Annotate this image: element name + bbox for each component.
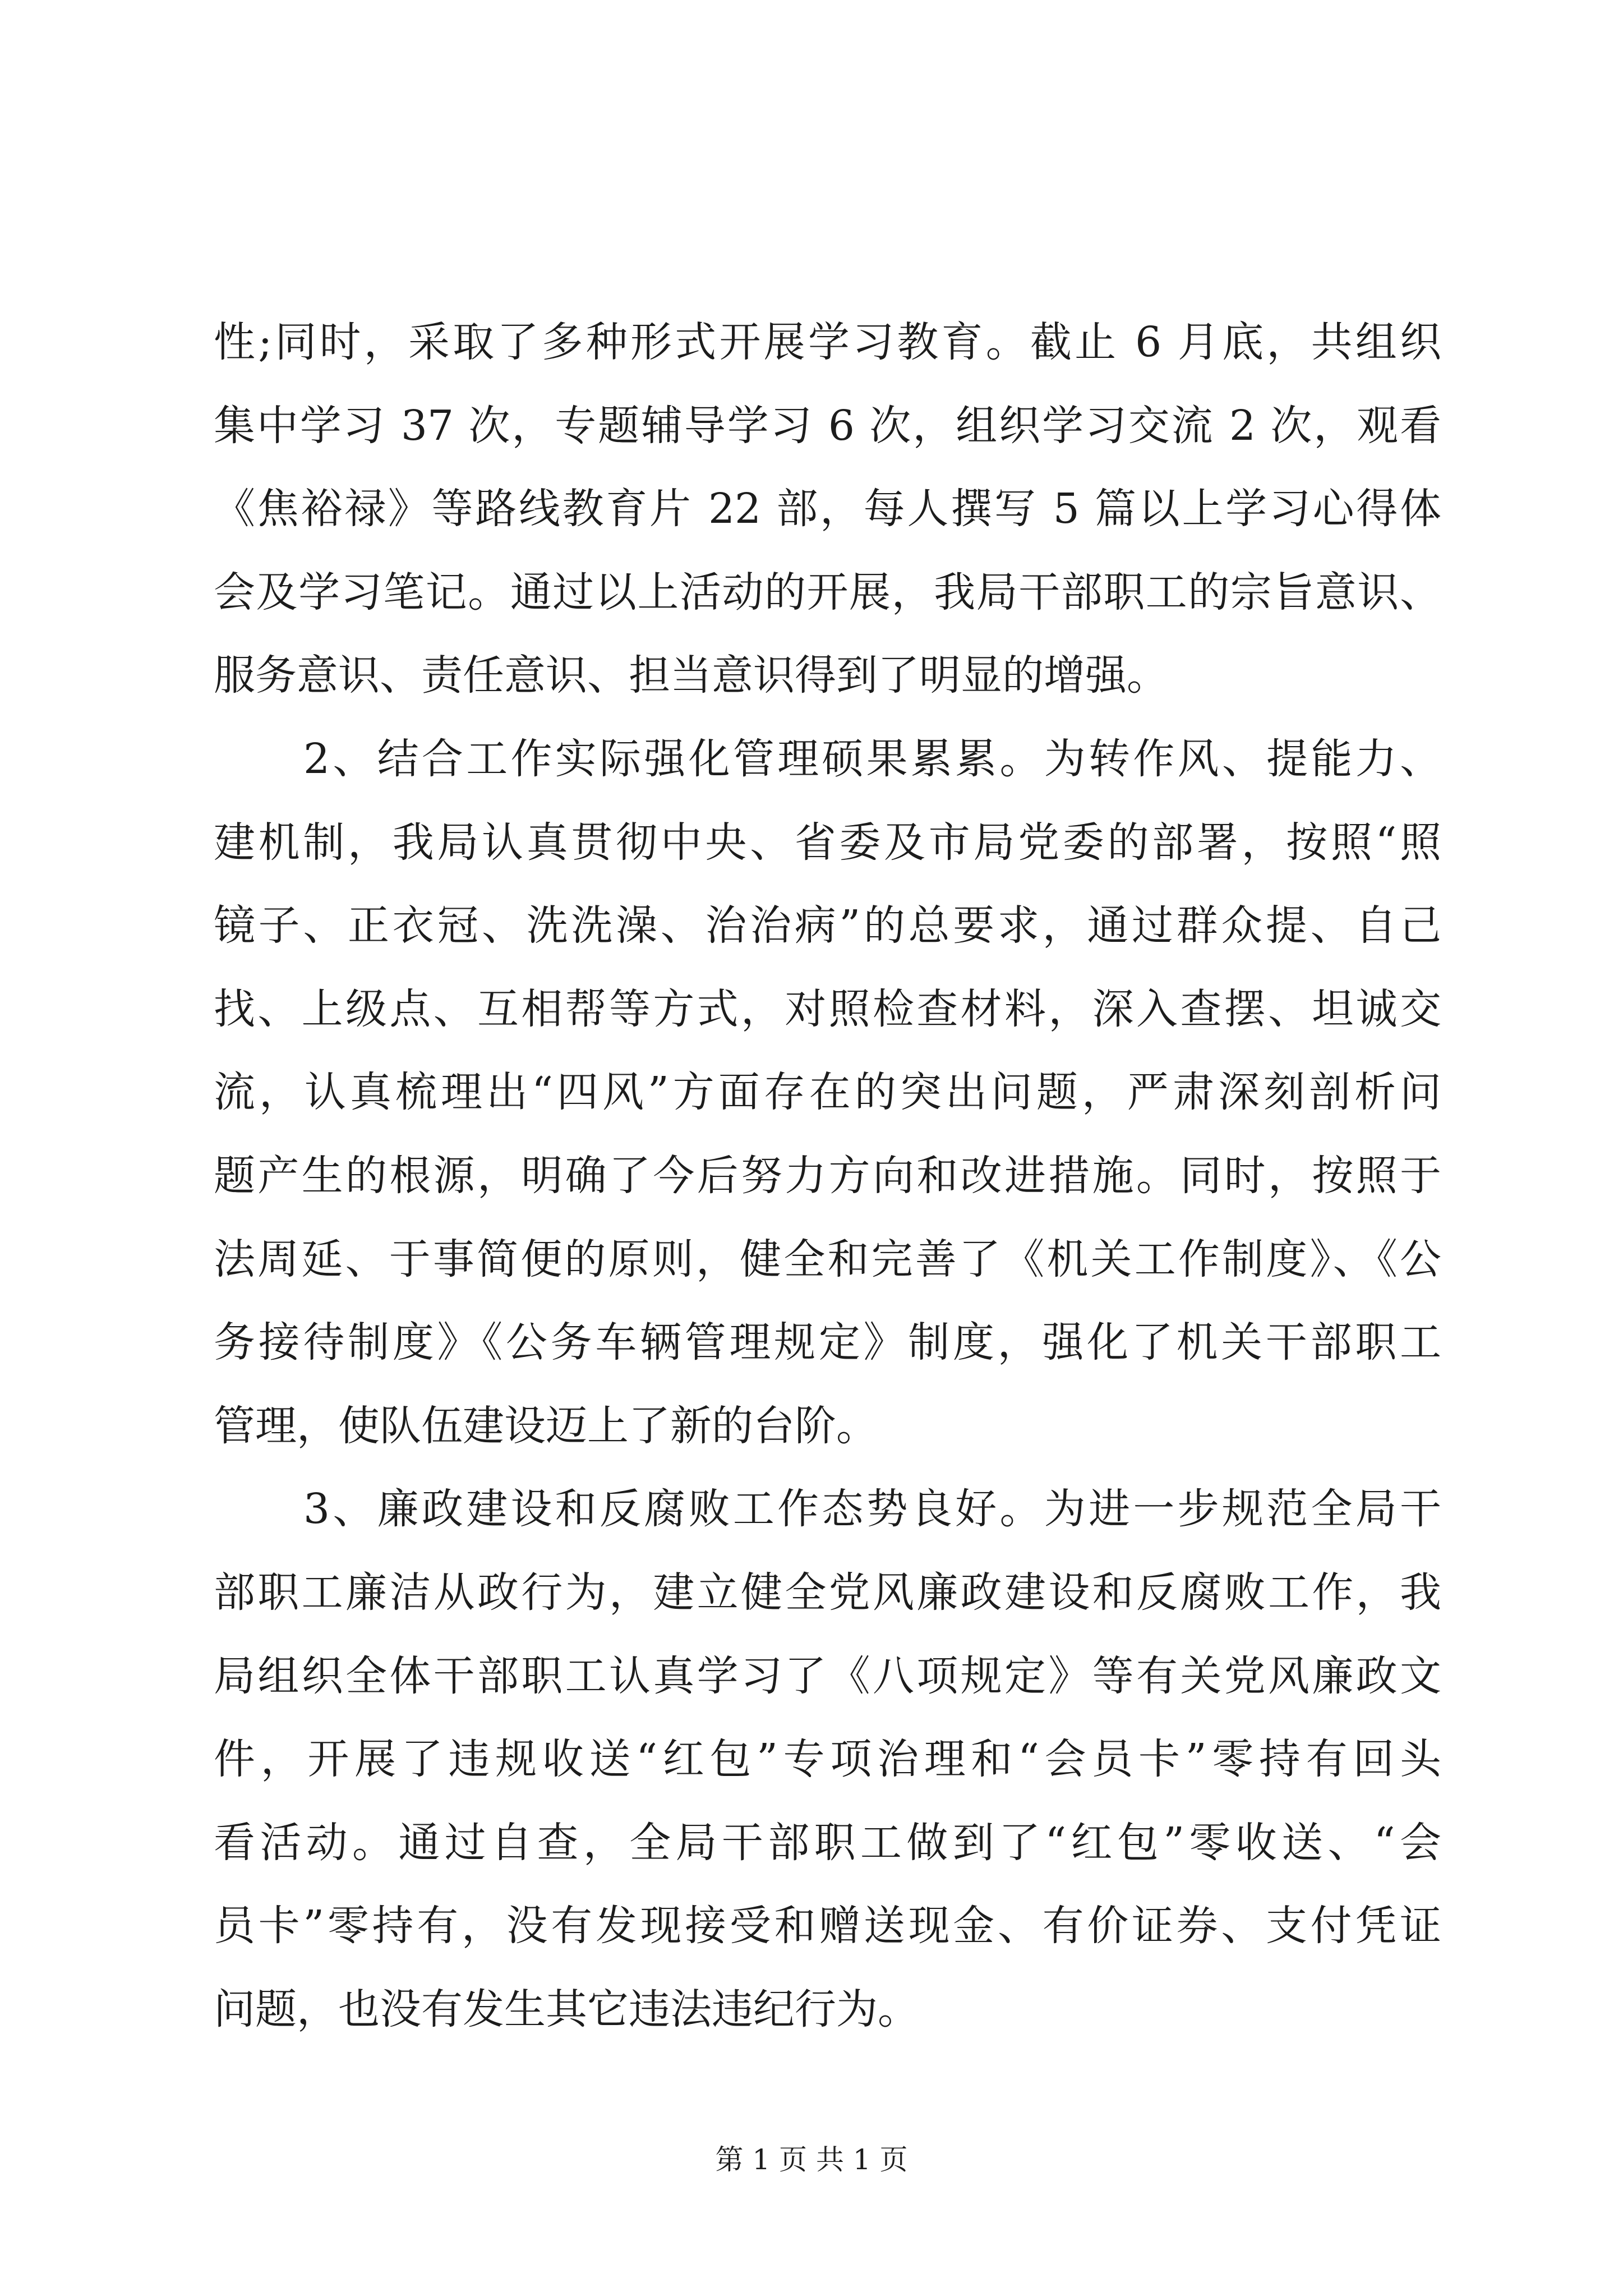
text-line: 法周延、于事简便的原则，健全和完善了《机关工作制度》、《公 — [214, 1235, 1441, 1283]
paragraph-1 — [214, 301, 1441, 717]
page-number: 第 1 页 共 1 页 — [715, 2143, 908, 2176]
paragraph-2 — [214, 717, 1441, 1467]
text-line: 局组织全体干部职工认真学习了《八项规定》等有关党风廉政文 — [214, 1651, 1441, 1700]
text-line: 2、结合工作实际强化管理硕果累累。为转作风、提能力、 — [303, 734, 1441, 783]
text-line: 3、廉政建设和反腐败工作态势良好。为进一步规范全局干 — [303, 1485, 1441, 1534]
text-line: 部职工廉洁从政行为，建立健全党风廉政建设和反腐败工作，我 — [214, 1568, 1441, 1617]
text-line: 性;同时，采取了多种形式开展学习教育。截止 6 月底，共组织 — [214, 318, 1441, 366]
text-line: 镜子、正衣冠、洗洗澡、治治病”的总要求，通过群众提、自己 — [214, 901, 1441, 950]
paragraph-3 — [214, 1467, 1441, 2051]
document-body — [214, 301, 1441, 2051]
text-line: 看活动。通过自查，全局干部职工做到了“红包”零收送、“会 — [214, 1818, 1441, 1867]
text-line: 务接待制度》《公务车辆管理规定》制度，强化了机关干部职工 — [214, 1318, 1441, 1367]
text-line: 建机制，我局认真贯彻中央、省委及市局党委的部署，按照“照 — [214, 818, 1441, 867]
text-line: 服务意识、责任意识、担当意识得到了明显的增强。 — [214, 651, 1168, 700]
text-line: 问题，也没有发生其它违法违纪行为。 — [214, 1985, 919, 2033]
text-line: 管理，使队伍建设迈上了新的台阶。 — [214, 1401, 878, 1450]
text-line: 会及学习笔记。通过以上活动的开展，我局干部职工的宗旨意识、 — [214, 568, 1441, 616]
text-line: 集中学习 37 次，专题辅导学习 6 次，组织学习交流 2 次，观看 — [214, 401, 1441, 450]
text-line: 件，开展了违规收送“红包”专项治理和“会员卡”零持有回头 — [214, 1735, 1441, 1784]
text-line: 流，认真梳理出“四风”方面存在的突出问题，严肃深刻剖析问 — [214, 1068, 1441, 1117]
text-line: 找、上级点、互相帮等方式，对照检查材料，深入查摆、坦诚交 — [214, 984, 1441, 1033]
page-footer — [0, 2140, 1623, 2179]
text-line: 《焦裕禄》等路线教育片 22 部，每人撰写 5 篇以上学习心得体 — [214, 485, 1441, 533]
text-line: 员卡”零持有，没有发现接受和赠送现金、有价证券、支付凭证 — [214, 1902, 1441, 1950]
text-line: 题产生的根源，明确了今后努力方向和改进措施。同时，按照于 — [214, 1151, 1441, 1200]
